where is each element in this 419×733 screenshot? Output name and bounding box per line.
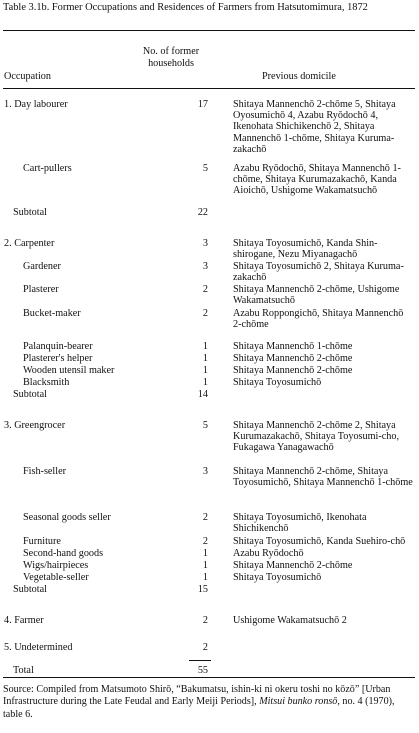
occupation-cell: Wooden utensil maker	[23, 365, 115, 376]
households-cell: 1	[202, 377, 208, 388]
occupation-cell: Palanquin-bearer	[23, 341, 93, 352]
households-cell: 5	[202, 163, 208, 174]
households-cell: 17	[197, 99, 208, 110]
domicile-cell: Shitaya Mannenchō 2-chōme 5, Shitaya Oyosumichō 4, Azabu Ryōdochō 4, Ikenohata Shichikenchō 2, Shitaya Mannenchō 1-chōme, Shitaya Kuruma-zakachō	[233, 99, 396, 155]
occupation-cell: 5. Undetermined	[4, 642, 73, 653]
occupation-cell: Second-hand goods	[23, 548, 104, 559]
households-cell: 2	[202, 536, 208, 547]
domicile-cell: Shitaya Toyosumichō, Kanda Suehiro-chō	[233, 536, 406, 547]
occupation-cell: Subtotal	[13, 389, 47, 400]
households-cell: 2	[202, 512, 208, 523]
households-cell: 1	[202, 341, 208, 352]
occupation-cell: Total	[13, 665, 34, 676]
header-households: No. of former households	[142, 46, 200, 70]
domicile-cell: Azabu Roppongichō, Shitaya Mannenchō 2-chōme	[233, 308, 404, 331]
domicile-cell: Shitaya Mannenchō 1-chōme	[233, 341, 353, 352]
households-cell: 2	[202, 615, 208, 626]
households-cell: 22	[197, 207, 208, 218]
domicile-cell: Shitaya Toyosumichō	[233, 377, 322, 388]
source-journal: Mitsui bunko ronsō	[259, 696, 338, 708]
domicile-cell: Shitaya Toyosumichō 2, Shitaya Kuruma-zakachō	[233, 261, 404, 284]
occupation-cell: Plasterer's helper	[23, 353, 93, 364]
table-bottom-rule	[3, 677, 415, 678]
header-occupation: Occupation	[4, 71, 51, 82]
domicile-cell: Shitaya Toyosumichō	[233, 572, 322, 583]
occupation-cell: Subtotal	[13, 584, 47, 595]
households-cell: 1	[202, 548, 208, 559]
domicile-cell: Shitaya Mannenchō 2-chōme	[233, 560, 353, 571]
domicile-cell: Shitaya Mannenchō 2-chōme	[233, 353, 353, 364]
occupation-cell: Plasterer	[23, 284, 59, 295]
occupation-cell: Subtotal	[13, 207, 47, 218]
occupation-cell: Fish-seller	[23, 466, 67, 477]
domicile-cell: Shitaya Mannenchō 2-chōme	[233, 365, 353, 376]
occupation-cell: Seasonal goods seller	[23, 512, 111, 523]
domicile-cell: Shitaya Mannenchō 2-chōme 2, Shitaya Kurumazakachō, Shitaya Toyosumi-cho, Fukagawa Yanagawachō	[233, 420, 400, 454]
households-cell: 55	[197, 665, 208, 676]
domicile-cell: Shitaya Toyosumichō, Kanda Shin-shirogane, Nezu Miyanagachō	[233, 238, 378, 261]
occupation-cell: Cart-pullers	[23, 163, 72, 174]
occupation-cell: Wigs/hairpieces	[23, 560, 89, 571]
households-cell: 2	[202, 308, 208, 319]
source-note	[3, 684, 416, 721]
households-cell: 2	[202, 284, 208, 295]
households-cell: 3	[202, 466, 208, 477]
households-cell: 14	[197, 389, 208, 400]
households-cell: 3	[202, 238, 208, 249]
occupation-cell: Vegetable-seller	[23, 572, 89, 583]
domicile-cell: Azabu Ryōdochō	[233, 548, 304, 559]
domicile-cell: Ushigome Wakamatsuchō 2	[233, 615, 347, 626]
header-domicile: Previous domicile	[262, 71, 336, 82]
source-prefix: Source: Compiled from Matsumoto Shirō, “Bakumatsu, ishin-ki ni okeru toshi no kōzō” [Urban Infrastructure during the Late Feudal and Early Meiji Periods],	[3, 684, 391, 708]
source-suffix: , no. 4 (1970), table 6.	[3, 696, 395, 720]
occupation-cell: 1. Day labourer	[4, 99, 68, 110]
table-caption: Table 3.1b. Former Occupations and Residences of Farmers from Hatsutomimura, 1872	[3, 2, 368, 13]
total-sum-line	[189, 660, 211, 661]
domicile-cell: Shitaya Mannenchō 2-chōme, Ushigome Wakamatsuchō	[233, 284, 400, 307]
occupation-cell: 3. Greengrocer	[4, 420, 66, 431]
households-cell: 1	[202, 353, 208, 364]
households-cell: 15	[197, 584, 208, 595]
domicile-cell: Shitaya Mannenchō 2-chōme, Shitaya Toyosumichō, Shitaya Mannenchō 1-chōme	[233, 466, 413, 489]
domicile-cell: Shitaya Toyosumichō, Ikenohata Shichikenchō	[233, 512, 367, 535]
households-cell: 1	[202, 572, 208, 583]
domicile-cell: Azabu Ryōdochō, Shitaya Mannenchō 1-chōme, Shitaya Kurumazakachō, Kanda Aioichō, Ushigome Wakamatsuchō	[233, 163, 401, 197]
occupation-cell: Furniture	[23, 536, 61, 547]
households-cell: 5	[202, 420, 208, 431]
households-cell: 3	[202, 261, 208, 272]
occupation-cell: Bucket-maker	[23, 308, 81, 319]
households-cell: 1	[202, 560, 208, 571]
households-cell: 2	[202, 642, 208, 653]
occupation-cell: 2. Carpenter	[4, 238, 55, 249]
occupation-cell: 4. Farmer	[4, 615, 44, 626]
occupation-cell: Blacksmith	[23, 377, 70, 388]
occupation-cell: Gardener	[23, 261, 61, 272]
households-cell: 1	[202, 365, 208, 376]
